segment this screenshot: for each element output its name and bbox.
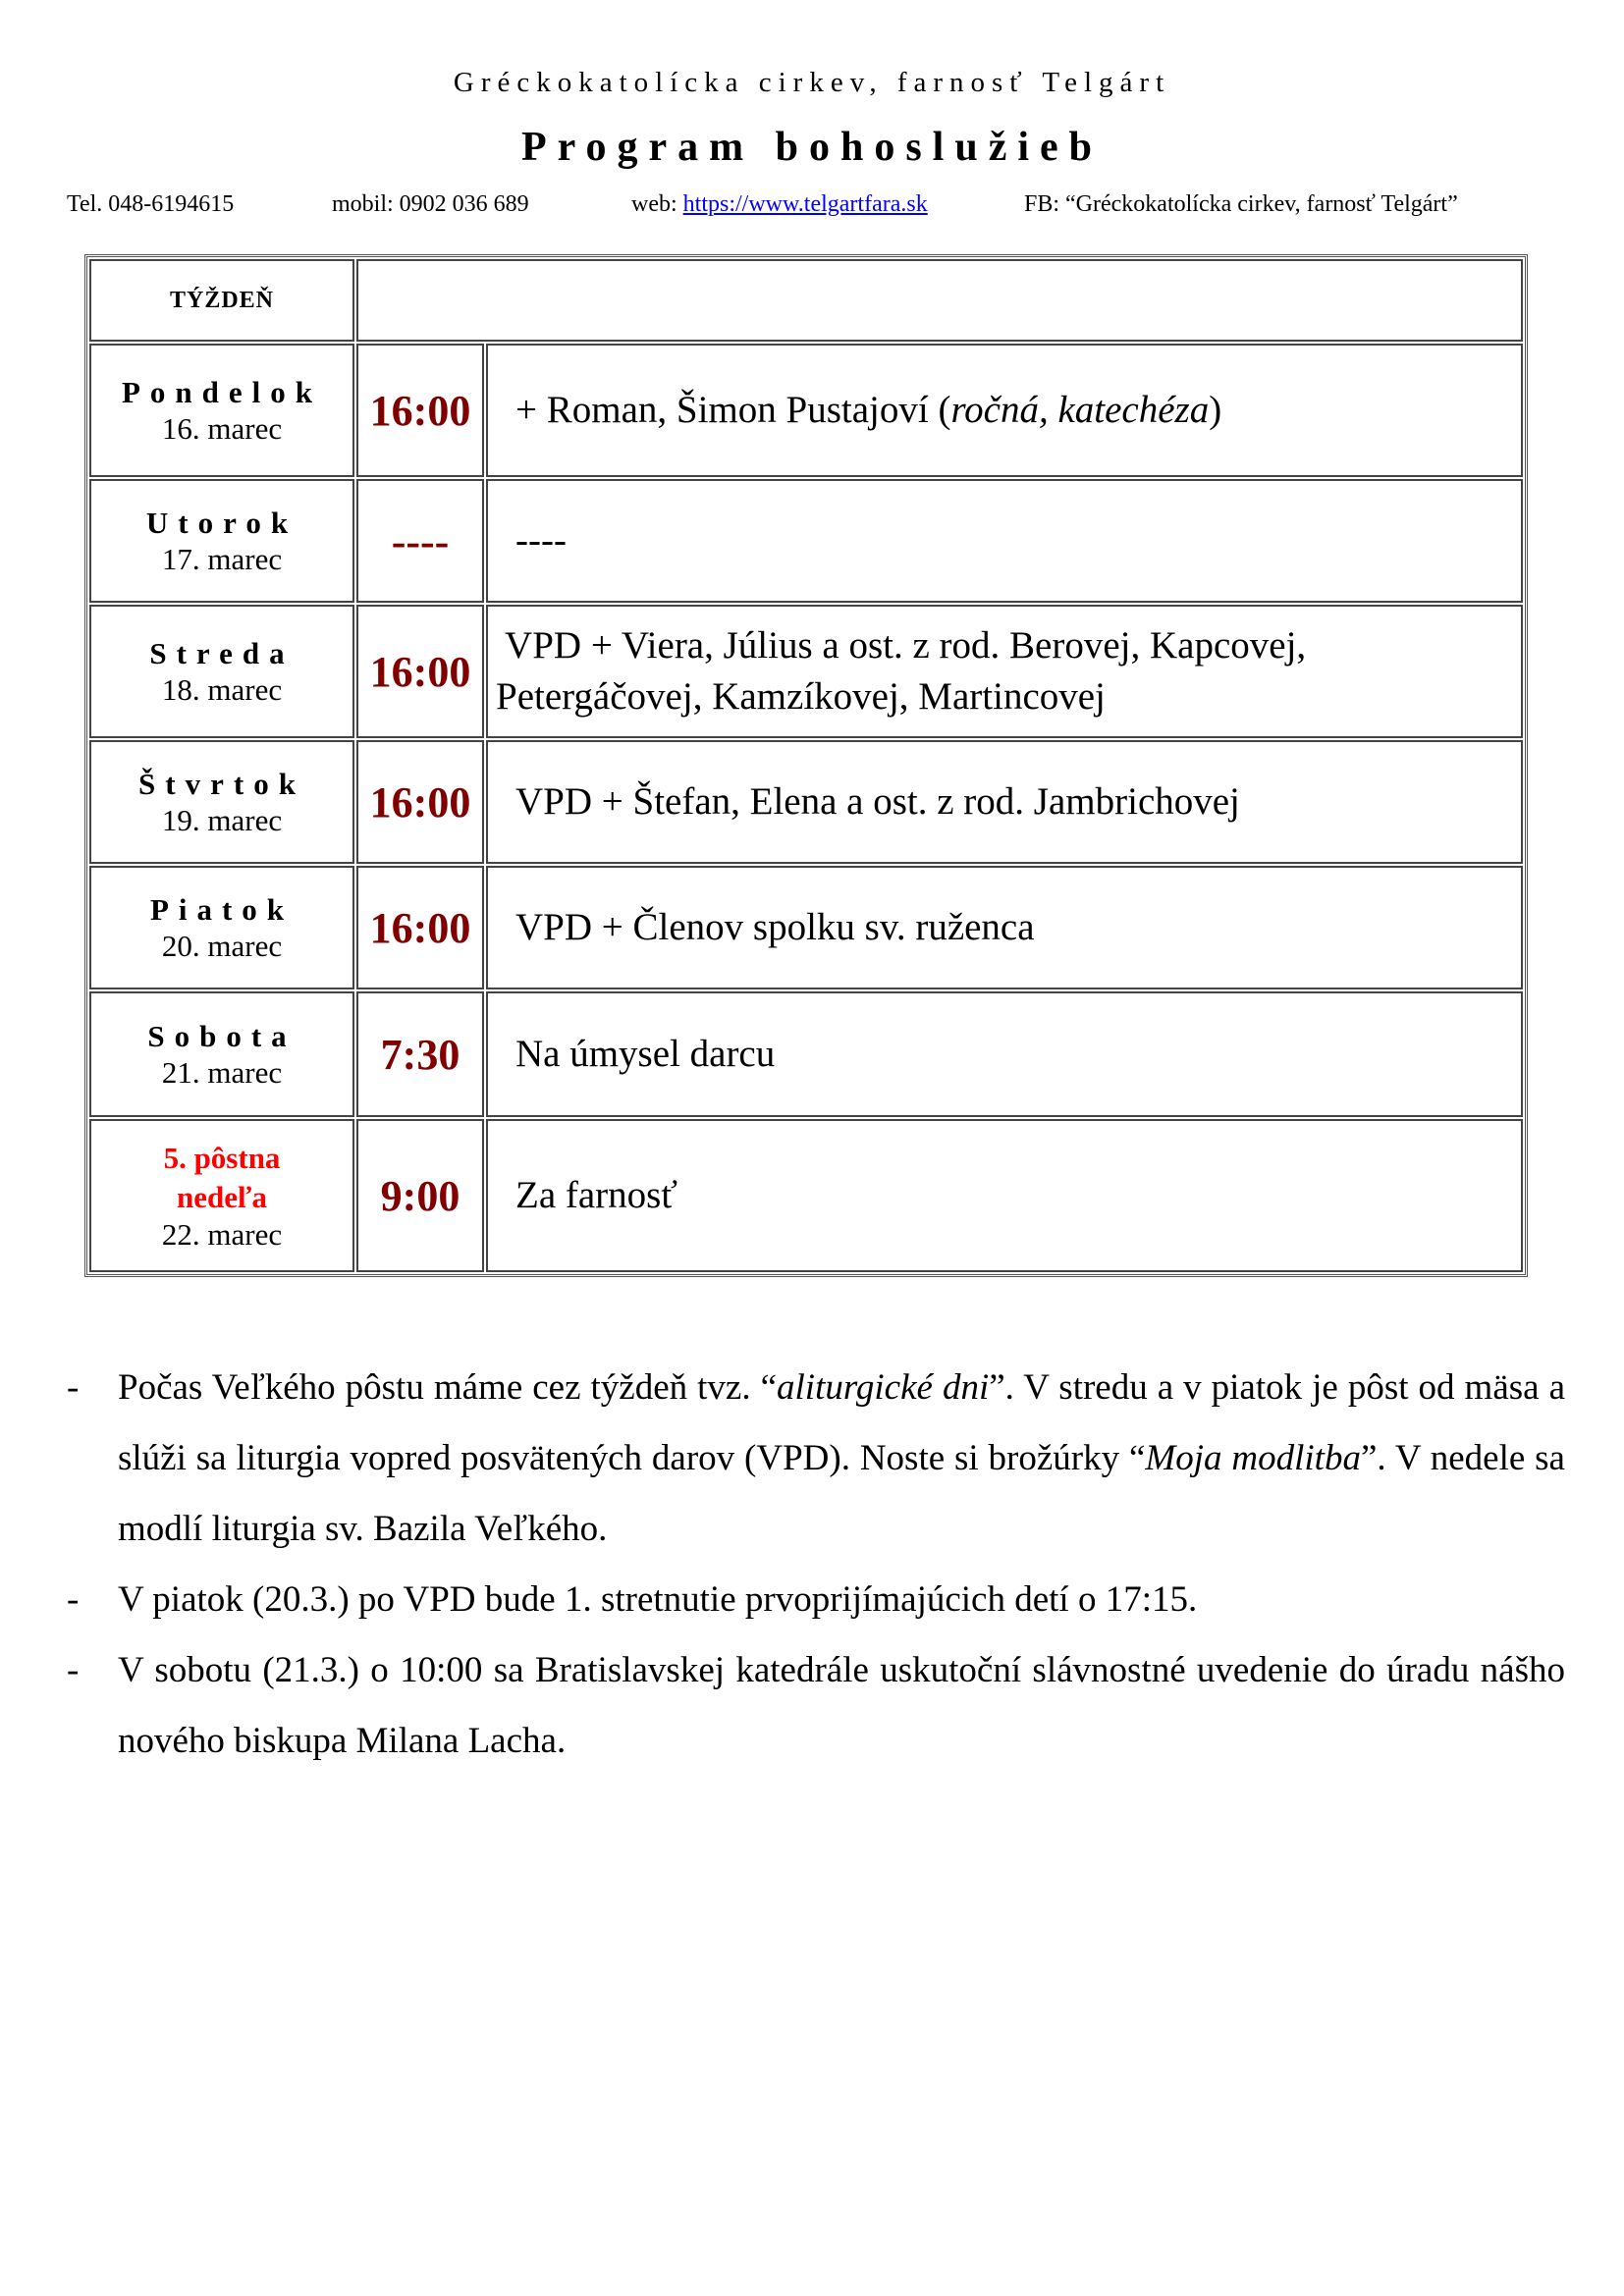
note-italic: Moja modlitba — [1145, 1438, 1361, 1478]
day-name: Utorok — [145, 506, 298, 540]
day-name: Streda — [149, 636, 295, 670]
day-name: Piatok — [149, 892, 295, 927]
day-date: 19. marec — [161, 803, 283, 837]
intent-text: ---- — [515, 519, 567, 561]
day-date: 16. marec — [161, 411, 283, 446]
table-row — [89, 605, 1523, 738]
phone-number: Tel. 048-6194615 — [67, 191, 235, 217]
bullet-dash: - — [67, 1367, 80, 1408]
web-label: web: — [631, 191, 683, 217]
intent-text: Na úmysel darcu — [515, 1033, 776, 1075]
week-header-cell — [89, 259, 354, 342]
day-date: 22. marec — [161, 1217, 283, 1252]
service-time: 16:00 — [369, 777, 471, 827]
intent-cell — [486, 866, 1523, 989]
note-text: ”. V stredu a v piatok je pôst od mäsa a slúži sa liturgia vopred posvätených darov (VPD). Noste si brožúrky “ — [118, 1367, 1565, 1478]
day-cell — [89, 605, 354, 738]
intent-text: VPD + Členov spolku sv. ruženca — [515, 906, 1035, 948]
intent-text: VPD + Štefan, Elena a ost. z rod. Jambrichovej — [515, 780, 1240, 823]
day-cell — [89, 866, 354, 989]
day-date: 17. marec — [161, 542, 283, 576]
note-italic: aliturgické dni — [777, 1367, 990, 1408]
service-time: 7:30 — [380, 1030, 460, 1079]
intent-text-line2: Petergáčovej, Kamzíkovej, Martincovej — [496, 675, 1106, 718]
table-row — [89, 479, 1523, 603]
header-empty-cell — [356, 259, 1523, 342]
table-row — [89, 740, 1523, 864]
service-time: 16:00 — [369, 903, 471, 952]
time-cell — [356, 991, 484, 1117]
announcement-item — [67, 1353, 1565, 1565]
day-date: 20. marec — [161, 929, 283, 963]
service-time: 16:00 — [369, 647, 471, 696]
day-name: Sobota — [147, 1019, 297, 1053]
time-cell — [356, 866, 484, 989]
contact-line — [67, 191, 1559, 218]
time-cell — [356, 740, 484, 864]
intent-cell — [486, 991, 1523, 1117]
bullet-dash: - — [67, 1579, 80, 1620]
note-text: Počas Veľkého pôstu máme cez týždeň tvz. “ — [118, 1367, 778, 1408]
day-cell — [89, 479, 354, 603]
day-cell — [89, 1119, 354, 1272]
table-row — [89, 866, 1523, 989]
day-name: Štvrtok — [138, 767, 305, 801]
time-cell — [356, 479, 484, 603]
service-time: ---- — [391, 516, 450, 565]
note-text: ”. V nedele sa modlí liturgia sv. Bazila Veľkého. — [118, 1438, 1565, 1549]
service-time: 9:00 — [380, 1171, 460, 1220]
intent-cell — [486, 344, 1523, 477]
intent-cell — [486, 479, 1523, 603]
note-text: V piatok (20.3.) po VPD bude 1. stretnutie prvoprijímajúcich detí o 17:15. — [118, 1579, 1198, 1620]
day-date: 21. marec — [161, 1055, 283, 1090]
intent-text: + Roman, Šimon Pustajoví ( — [515, 389, 951, 431]
website-link[interactable]: https://www.telgartfara.sk — [682, 191, 928, 217]
intent-note: ročná, katechéza — [950, 389, 1210, 431]
bullet-dash: - — [67, 1650, 80, 1690]
intent-text-end: ) — [1209, 389, 1222, 431]
day-name: Pondelok — [121, 375, 323, 409]
time-cell — [356, 605, 484, 738]
day-cell — [89, 991, 354, 1117]
intent-cell — [486, 740, 1523, 864]
note-text: V sobotu (21.3.) o 10:00 sa Bratislavskej katedrále uskutoční slávnostné uvedenie do úradu nášho nového biskupa Milana Lacha. — [118, 1650, 1565, 1761]
schedule-table — [84, 254, 1528, 1277]
time-cell — [356, 344, 484, 477]
day-cell — [89, 740, 354, 864]
web-info — [631, 191, 1024, 218]
day-date: 18. marec — [161, 672, 283, 707]
parish-name: Gréckokatolícka cirkev, farnosť Telgárt — [453, 67, 1171, 98]
service-time: 16:00 — [369, 386, 471, 435]
announcement-item — [67, 1635, 1565, 1777]
table-row — [89, 1119, 1523, 1272]
intent-text: Za farnosť — [515, 1174, 678, 1216]
facebook-info: FB: “Gréckokatolícka cirkev, farnosť Telgárt” — [1024, 191, 1458, 217]
week-header: TÝŽDEŇ — [169, 287, 275, 313]
intent-cell — [486, 605, 1523, 738]
page-title: Program bohoslužieb — [520, 125, 1104, 170]
table-row — [89, 344, 1523, 477]
announcement-item — [67, 1565, 1565, 1635]
table-header-row — [89, 259, 1523, 342]
special-day-line2: nedeľa — [176, 1180, 268, 1214]
mobile-number: mobil: 0902 036 689 — [332, 191, 529, 217]
time-cell — [356, 1119, 484, 1272]
day-cell — [89, 344, 354, 477]
special-day-line1: 5. pôstna — [163, 1141, 281, 1175]
table-row — [89, 991, 1523, 1117]
intent-text-line1: VPD + Viera, Július a ost. z rod. Berovej, Kapcovej, — [496, 624, 1307, 667]
intent-cell — [486, 1119, 1523, 1272]
announcements — [67, 1353, 1565, 1777]
